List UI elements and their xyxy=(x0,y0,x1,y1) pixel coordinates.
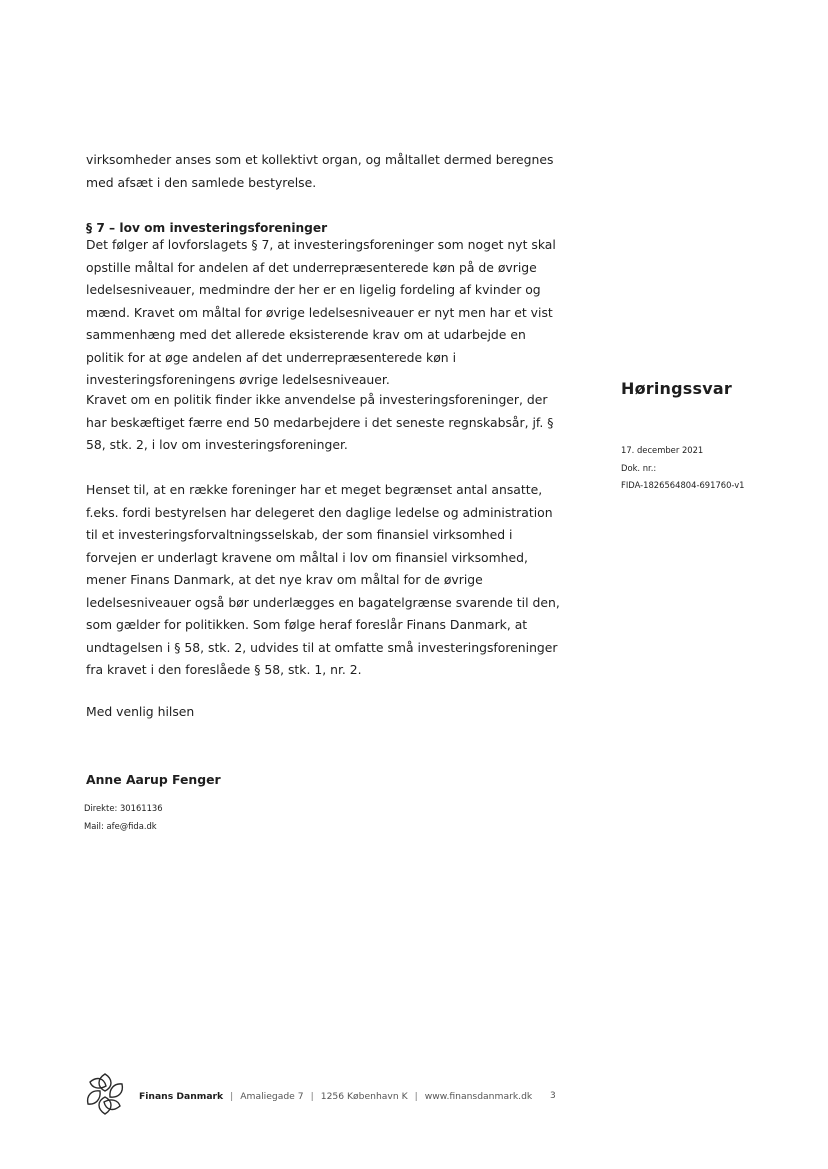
contact-info xyxy=(84,800,163,835)
finans-danmark-logo-icon xyxy=(83,1071,127,1117)
page-footer xyxy=(83,1071,583,1123)
document-date: 17. december 2021 xyxy=(621,445,704,455)
contact-direct: Direkte: 30161136 xyxy=(84,803,163,813)
footer-separator: | xyxy=(414,1091,418,1102)
closing-greeting: Med venlig hilsen xyxy=(86,704,195,720)
paragraph-intro: virksomheder anses som et kollektivt organ, og måltallet dermed beregnes med afsæt i den samlede bestyrelse. xyxy=(86,152,554,190)
section-heading: § 7 – lov om investeringsforeninger xyxy=(86,221,328,236)
footer-city: 1256 København K xyxy=(320,1091,408,1102)
paragraph-1: Det følger af lovforslagets § 7, at investeringsforeninger som noget nyt skal opstille måltal for andelen af det underrepræsenterede køn på de øvrige ledelsesniveauer, medmindre der her er en ligelig fordeling af kvinder og mænd. Kravet om måltal for øvrige ledelsesniveauer er nyt men har et vist sammenhæng med det allerede eksisterende krav om at udarbejde en politik for at øge andelen af det underrepræsenterede køn i investeringsforeningens øvrige ledelsesniveauer. xyxy=(86,237,556,388)
document-number-label: Dok. nr.: xyxy=(621,462,657,473)
footer-brand: Finans Danmark xyxy=(139,1091,224,1102)
document-number: FIDA-1826564804-691760-v1 xyxy=(621,480,745,490)
footer-street: Amaliegade 7 xyxy=(240,1091,304,1102)
footer-address-line xyxy=(139,1091,532,1102)
footer-website: www.finansdanmark.dk xyxy=(424,1091,533,1102)
footer-separator: | xyxy=(230,1091,234,1102)
page-number: 3 xyxy=(550,1091,556,1101)
document-meta xyxy=(621,442,745,495)
signature-name: Anne Aarup Fenger xyxy=(86,772,221,788)
paragraph-3: Henset til, at en række foreninger har et meget begrænset antal ansatte, f.eks. fordi bestyrelsen har delegeret den daglige ledelse og administration til et investeringsforvaltningsselskab, der som finansiel virksomhed i forvejen er underlagt kravene om måltal i lov om finansiel virksomhed, mener Finans Danmark, at det nye krav om måltal for de øvrige ledelsesniveauer også bør underlægges en bagatelgrænse svarende til den, som gælder for politikken. Som følge heraf foreslår Finans Danmark, at undtagelsen i § 58, stk. 2, udvides til at omfatte små investeringsforeninger fra kravet i den foreslåede § 58, stk. 1, nr. 2. xyxy=(86,482,560,678)
paragraph-2: Kravet om en politik finder ikke anvendelse på investeringsforeninger, der har beskæftiget færre end 50 medarbejdere i det seneste regnskabsår, jf. § 58, stk. 2, i lov om investeringsforeninger. xyxy=(86,392,554,453)
footer-separator: | xyxy=(310,1091,314,1102)
contact-mail: Mail: afe@fida.dk xyxy=(84,820,157,831)
document-type-title: Høringssvar xyxy=(621,379,732,398)
